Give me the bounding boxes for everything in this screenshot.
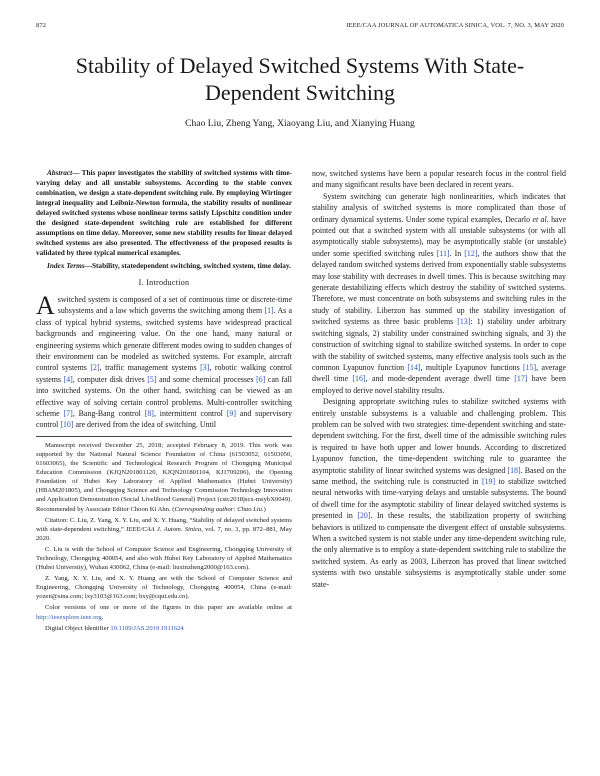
index-terms: Index Terms—Stability, statedependent switching, switched system, time delay. [47, 261, 291, 270]
footnote-doi: Digital Object Identifier 10.1109/JAS.2019.1911624 [45, 624, 184, 632]
citation-link-19[interactable]: [19] [481, 476, 496, 486]
citation-link-6[interactable]: [6] [256, 374, 266, 384]
section-heading-introduction: I. Introduction [138, 278, 190, 287]
index-terms-label: Index Terms [47, 261, 85, 270]
body-paragraph-stability: System switching can generate high nonlinearities, which indicates that stability analysis of switched systems is more complicated than those of ordinary dynamical systems. Under some typical examples, Decarlo et al. have pointed out that a switched system with all unstable subsystems (or with all asymptotically stable subsystems), may be asymptotically stable (or unstable) under some specified switching rules [11]. In [12], the authors show that the delayed random switched systems derived from exponentially stable subsystems may lose stability with decreases in dwell times. This is because switching may generate destabilizing effects which destroy the stability of switched systems. Therefore, we must concentrate on both subsystems and switching rules in the study of stability. Liberzon has summed up the stability investigation of switched systems as three basic problems [13]: 1) stability under arbitrary switching signals, 2) stability under constrained switching signals, and 3) the construction of switching signal to stabilize switched systems. In order to cope with the stability of switched systems, many effective analysis tools such as the common Lyapunov function [14], multiple Lyapunov functions [15], average dwell time [16], and mode-dependent average dwell time [17] have been employed to derive novel stability results. [312, 191, 566, 395]
citation-link-8[interactable]: [8] [144, 409, 154, 419]
doi-link[interactable]: 10.1109/JAS.2019.1911624 [110, 624, 184, 632]
author-list: Chao Liu, Zheng Yang, Xiaoyang Liu, and Xianying Huang [185, 118, 415, 129]
citation-link-13[interactable]: [13] [457, 317, 471, 327]
citation-link-9[interactable]: [9] [226, 409, 236, 419]
left-column [36, 168, 292, 635]
paper-title: Stability of Delayed Switched Systems With State-Dependent Switching [75, 53, 525, 105]
running-header: IEEE/CAA JOURNAL OF AUTOMATICA SINICA, VOL. 7, NO. 3, MAY 2020 [346, 22, 564, 29]
abstract: Abstract— This paper investigates the stability of switched systems with time-varying delay and all unstable subsystems. According to the stable convex combination, we design a state-dependent switching rule. By employing Wirtinger integral inequality and Leibniz-Newton formula, the stability results of nonlinear delayed switched systems whose nonlinear terms satisfy Lipschitz condition under the designed state-dependent switching rule are established for different assumptions on time delay. Moreover, some new stability results for linear delayed switched systems are also presented. The effectiveness of the proposed results is validated by three typical numerical examples. [36, 168, 292, 257]
citation-link-2[interactable]: [2] [90, 363, 100, 373]
ieeexplore-link[interactable]: http://ieeexplore.ieee.org [36, 613, 102, 621]
abstract-label: Abstract [47, 168, 73, 177]
citation-link-15[interactable]: [15] [523, 362, 537, 372]
citation-link-5[interactable]: [5] [147, 374, 157, 384]
footnote-received: Manuscript received December 25, 2018; accepted February 8, 2019. This work was supported by the National Natural Science Foundation of China (61503052, 61503050, 61603065), the Scientific and Technological Research Program of Chongqing Municipal Education Commission (KJQN201801120, KJQN201801104, KJ1709206), the Opening Foundation of Hubei Key Laboratory of Applied Mathematics (Hubei University) (HBAM201805), and Chongqing Science and Technology Commission Technology Innovation and Application Demonstration (Social Livelihood General) Project (cstc2018jscx-msybX0049). Recommended by Associate Editor Choon Ki Ahn. (Corresponding author: Chao Liu.) [36, 441, 292, 513]
footnote-affiliation-1: C. Liu is with the School of Computer Science and Engineering, Chongqing University of Technology, Chongqing 400054, and also with Hubei Key Laboratory of Applied Mathematics (Hubei University), Wuhan 430062, China (e-mail: liuxinzheng2000@163.com). [36, 545, 292, 572]
right-column [312, 168, 566, 590]
footnote-affiliation-2: Z. Yang, X. Y. Liu, and X. Y. Huang are with the School of Computer Science and Engineering, Chongqing University of Technology, Chongqing 400054, China (e-mail: yozen@sina.com; lxy3103@163.com; hxy@cqut.edu.cn). [36, 575, 292, 601]
citation-link-7[interactable]: [7] [63, 409, 73, 419]
citation-link-20[interactable]: [20] [357, 511, 371, 521]
citation-link-17[interactable]: [17] [514, 374, 528, 384]
footnote-color-versions: Color versions of one or more of the figures in this paper are available online at http://ieeexplore.ieee.org. [36, 604, 292, 621]
citation-link-12[interactable]: [12] [464, 248, 478, 258]
citation-link-14[interactable]: [14] [407, 362, 421, 372]
citation-link-16[interactable]: [16] [352, 374, 366, 384]
page-number: 872 [36, 22, 47, 29]
body-paragraph-continued: now, switched systems have been a popular research focus in the control field and many significant results have been declared in recent years. [312, 169, 566, 190]
citation-link-18[interactable]: [18] [507, 465, 521, 475]
citation-link-11[interactable]: [11] [436, 248, 450, 258]
footnote-divider [36, 436, 292, 437]
abstract-text: This paper investigates the stability of switched systems with time-varying delay and all unstable subsystems. According to the stable convex combination, we design a state-dependent switching rule. By employing Wirtinger integral inequality and Leibniz-Newton formula, the stability results of nonlinear delayed switched systems whose nonlinear terms satisfy Lipschitz condition under the designed state-dependent switching rule are established for different assumptions on time delay. Moreover, some new stability results for linear delayed switched systems are also presented. The effectiveness of the proposed results is validated by three typical numerical examples. [36, 168, 292, 257]
body-paragraph-switching-rules: Designing appropriate switching rules to stabilize switched systems with entirely unstable subsystems is a valuable and challenging problem. This problem can be solved with two strategies: time-dependent switching and state-dependent switching. For the first, dwell time of the admissible switching rules is required to have both upper and lower bounds. According to discretized Lyapunov function, the time-dependent switching rule to guarantee the asymptotic stability of linear switched systems was designed [18]. Based on the same method, the switching rule is constructed in [19] to stabilize switched neural networks with time-varying delays and unstable subsystems. The bound of dwell time for the asymptotic stability of linear delayed switched systems is presented in [20]. In these results, the stabilization property of switching behaviors is utilized to compensate the divergent effect of unstable subsystems. When a switched system is not stable under any time-dependent switching rule, the only alternative is to employ a state-dependent switching rule to stabilize the switched system. As early as 2003, Liberzon has proved that linear switched systems with two unstable subsystems is asymptotically stable under some state- [312, 397, 566, 589]
intro-paragraph: A switched system is composed of a set of continuous time or discrete-time subsystems and a law which governs the switching among them [1]. As a class of typical hybrid systems, switched systems have widespread practical backgrounds and engineering value. On the one hand, many natural or engineering systems which generate different modes owing to sudden changes of their environment can be modeled as switched systems. For example, aircraft control systems [2], traffic management systems [3], robotic walking control systems [4], computer disk drives [5] and some chemical processes [6] can fall into switched systems. On the other hand, switching can be viewed as an effective way of solving certain control problems. Multi-controller switching scheme [7], Bang-Bang control [8], intermittent control [9] and supervisory control [10] are derived from the idea of switching. Until [36, 291, 293, 430]
citation-link-1[interactable]: [1] [264, 306, 274, 316]
drop-cap: A [36, 291, 55, 320]
footnote-citation: Citation: C. Liu, Z. Yang, X. Y. Liu, and X. Y. Huang, “Stability of delayed switched systems with state-dependent switching,” IEEE/CAA J. Autom. Sinica, vol. 7, no. 3, pp. 872–881, May 2020. [36, 516, 292, 542]
citation-link-3[interactable]: [3] [200, 363, 210, 373]
index-terms-text: Stability, statedependent switching, switched system, time delay. [91, 261, 291, 270]
citation-link-4[interactable]: [4] [63, 374, 73, 384]
citation-link-10[interactable]: [10] [60, 420, 74, 430]
